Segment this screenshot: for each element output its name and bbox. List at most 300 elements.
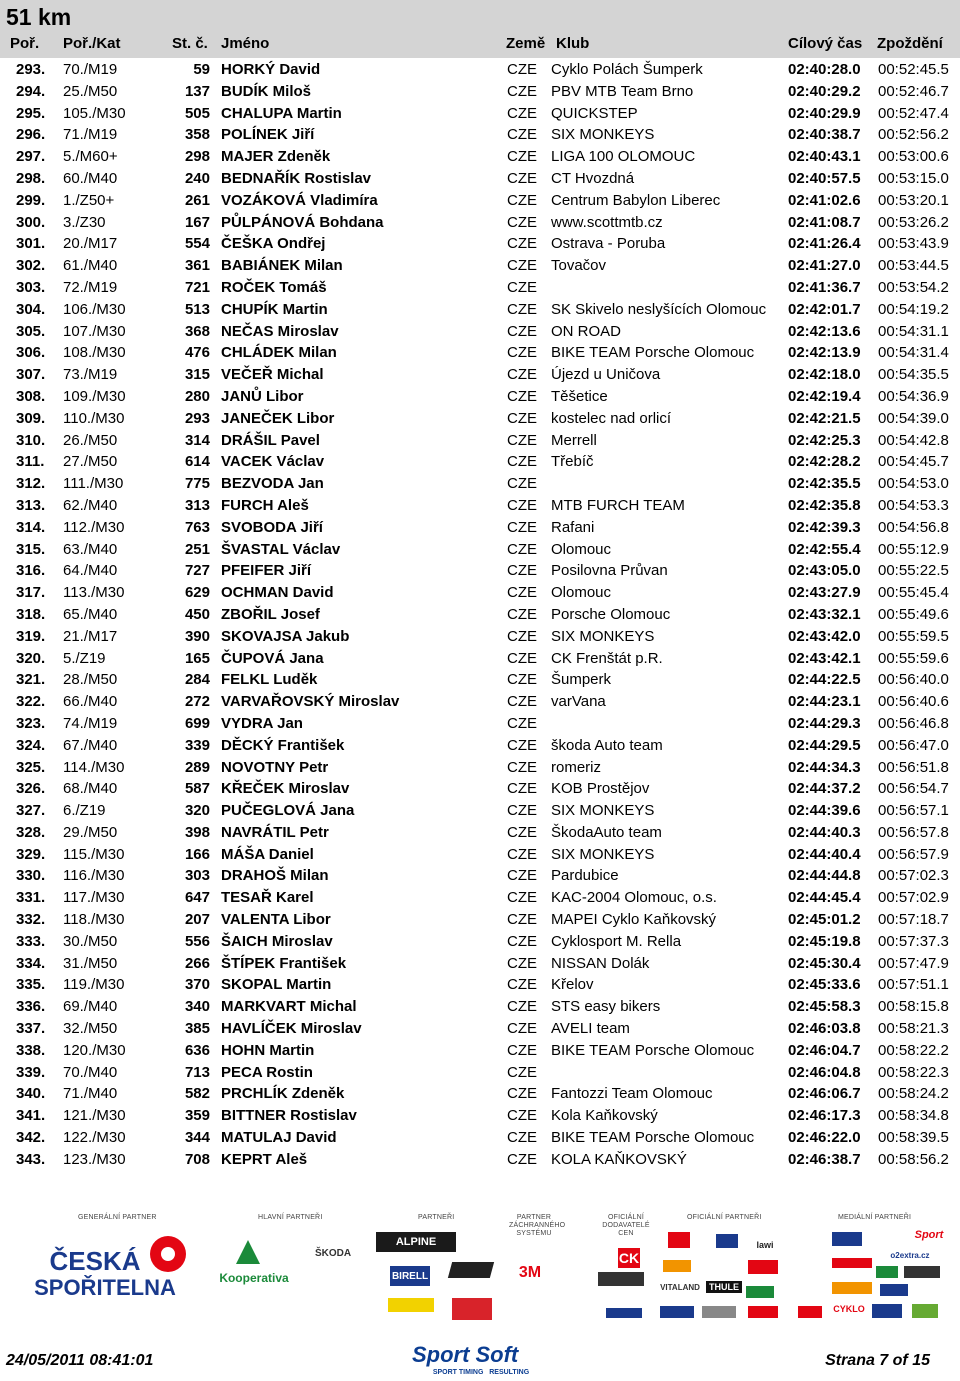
- cell-bib: 763: [184, 518, 210, 536]
- cell-name: ŠAICH Miroslav: [221, 932, 333, 950]
- cell-gap: 00:58:56.2: [878, 1150, 949, 1168]
- cell-finish-time: 02:42:35.5: [788, 475, 861, 493]
- logo-ck: CK: [618, 1250, 640, 1266]
- cell-country: CZE: [507, 496, 537, 514]
- cell-category: 116./M30: [63, 867, 125, 885]
- cell-finish-time: 02:45:01.2: [788, 911, 861, 929]
- cell-gap: 00:57:18.7: [878, 911, 949, 929]
- cell-club: Těšetice: [551, 387, 608, 405]
- cell-bib: 721: [184, 278, 210, 296]
- cell-gap: 00:58:22.2: [878, 1041, 949, 1059]
- cell-country: CZE: [507, 867, 537, 885]
- cell-bib: 699: [184, 714, 210, 732]
- table-row: [0, 669, 960, 691]
- cell-bib: 166: [184, 845, 210, 863]
- table-row: [0, 713, 960, 735]
- col-name-header: Jméno: [221, 35, 270, 52]
- cell-bib: 713: [184, 1063, 210, 1081]
- cell-rank: 324.: [16, 736, 46, 754]
- cell-category: 21./M17: [63, 627, 118, 645]
- cell-club: Fantozzi Team Olomouc: [551, 1085, 713, 1103]
- table-row: [0, 1062, 960, 1084]
- table-row: [0, 953, 960, 975]
- cell-name: NAVRÁTIL Petr: [221, 823, 329, 841]
- cell-club: Centrum Babylon Liberec: [551, 191, 721, 209]
- logo-cyklo: CYKLO: [833, 1304, 865, 1314]
- cell-country: CZE: [507, 148, 537, 166]
- page-title: 51 km: [6, 4, 72, 30]
- cell-finish-time: 02:45:33.6: [788, 976, 861, 994]
- cell-category: 106./M30: [63, 300, 126, 318]
- logo-partner-h: [748, 1306, 778, 1318]
- print-datetime: 24/05/2011 08:41:01: [6, 1352, 154, 1369]
- cell-bib: 298: [184, 148, 210, 166]
- cell-country: CZE: [507, 191, 537, 209]
- table-row: [0, 59, 960, 81]
- cell-rank: 296.: [16, 126, 46, 144]
- cell-name: JANŮ Libor: [221, 387, 304, 405]
- cell-gap: 00:54:56.8: [878, 518, 949, 536]
- ceska-sporitelna-emblem: [148, 1234, 188, 1274]
- cell-rank: 303.: [16, 278, 46, 296]
- table-row: [0, 386, 960, 408]
- cell-gap: 00:54:45.7: [878, 453, 949, 471]
- cell-name: SKOPAL Martin: [221, 976, 332, 994]
- cell-country: CZE: [507, 322, 537, 340]
- table-row: [0, 865, 960, 887]
- cell-gap: 00:53:43.9: [878, 235, 949, 253]
- table-row: [0, 473, 960, 495]
- cell-country: CZE: [507, 409, 537, 427]
- cell-country: CZE: [507, 671, 537, 689]
- cell-bib: 59: [193, 61, 210, 78]
- cell-finish-time: 02:44:23.1: [788, 693, 861, 711]
- cell-category: 65./M40: [63, 605, 118, 623]
- cell-name: PECA Rostin: [221, 1063, 313, 1081]
- cell-country: CZE: [507, 605, 537, 623]
- cell-finish-time: 02:46:22.0: [788, 1129, 861, 1147]
- col-gap-header: Zpoždění: [877, 35, 943, 52]
- cell-bib: 340: [184, 998, 210, 1016]
- cell-finish-time: 02:42:25.3: [788, 431, 861, 449]
- cell-gap: 00:56:51.8: [878, 758, 949, 776]
- cell-bib: 636: [184, 1041, 210, 1059]
- cell-bib: 303: [184, 867, 210, 885]
- table-row: [0, 212, 960, 234]
- logo-partner-a: [668, 1232, 690, 1248]
- cell-gap: 00:55:59.6: [878, 649, 949, 667]
- cell-finish-time: 02:42:01.7: [788, 300, 861, 318]
- cell-country: CZE: [507, 954, 537, 972]
- cell-finish-time: 02:44:44.8: [788, 867, 861, 885]
- cell-rank: 314.: [16, 518, 46, 536]
- table-row: [0, 1149, 960, 1171]
- cell-country: CZE: [507, 627, 537, 645]
- table-row: [0, 299, 960, 321]
- cell-club: SK Skivelo neslyšících Olomouc: [551, 300, 767, 318]
- cell-club: Cyklo Polách Šumperk: [551, 61, 703, 78]
- cell-bib: 587: [184, 780, 210, 798]
- cell-name: BEDNAŘÍK Rostislav: [221, 169, 372, 187]
- logo-ceska: ČESKÁ: [49, 1245, 141, 1276]
- cell-category: 71./M19: [63, 126, 118, 144]
- cell-rank: 341.: [16, 1107, 46, 1125]
- cell-gap: 00:58:34.8: [878, 1107, 949, 1125]
- cell-name: FELKL Luděk: [221, 671, 318, 689]
- cell-category: 5./Z19: [63, 649, 106, 667]
- cell-club: KOB Prostějov: [551, 780, 650, 798]
- cell-club: varVana: [551, 693, 606, 711]
- logo-media-e: [832, 1282, 872, 1294]
- table-row: [0, 1083, 960, 1105]
- cell-bib: 450: [184, 605, 210, 623]
- label-official-partners: OFICIÁLNÍ PARTNEŘI: [687, 1214, 762, 1221]
- cell-country: CZE: [507, 584, 537, 602]
- cell-finish-time: 02:44:29.3: [788, 714, 861, 732]
- cell-club: SIX MONKEYS: [551, 627, 655, 645]
- cell-rank: 319.: [16, 627, 46, 645]
- cell-category: 123./M30: [63, 1150, 126, 1168]
- cell-country: CZE: [507, 61, 537, 78]
- logo-vitaland: VITALAND: [660, 1282, 700, 1292]
- cell-rank: 312.: [16, 475, 46, 493]
- logo-thule: THULE: [706, 1281, 742, 1293]
- cell-category: 74./M19: [63, 714, 118, 732]
- cell-category: 105./M30: [63, 104, 126, 122]
- cell-finish-time: 02:40:38.7: [788, 126, 861, 144]
- cell-gap: 00:58:15.8: [878, 998, 949, 1016]
- cell-country: CZE: [507, 823, 537, 841]
- cell-gap: 00:55:45.4: [878, 584, 949, 602]
- cell-country: CZE: [507, 1063, 537, 1081]
- cell-country: CZE: [507, 758, 537, 776]
- cell-finish-time: 02:42:28.2: [788, 453, 861, 471]
- cell-rank: 306.: [16, 344, 46, 362]
- table-row: [0, 757, 960, 779]
- cell-category: 111./M30: [63, 475, 124, 493]
- cell-bib: 775: [184, 475, 210, 493]
- cell-category: 68./M40: [63, 780, 118, 798]
- logo-partner-b: [716, 1234, 738, 1248]
- cell-category: 25./M50: [63, 82, 118, 100]
- cell-club: MAPEI Cyklo Kaňkovský: [551, 911, 717, 929]
- cell-country: CZE: [507, 1107, 537, 1125]
- table-row: [0, 495, 960, 517]
- cell-club: NISSAN Dolák: [551, 954, 650, 972]
- cell-bib: 314: [184, 431, 210, 449]
- cell-country: CZE: [507, 540, 537, 558]
- cell-bib: 272: [184, 693, 210, 711]
- cell-name: ŠVASTAL Václav: [221, 540, 341, 558]
- cell-name: ŠTÍPEK František: [221, 954, 347, 972]
- cell-bib: 261: [184, 191, 210, 209]
- cell-rank: 327.: [16, 802, 46, 820]
- cell-country: CZE: [507, 213, 537, 231]
- cell-country: CZE: [507, 845, 537, 863]
- cell-bib: 614: [184, 453, 210, 471]
- cell-bib: 293: [184, 409, 210, 427]
- cell-finish-time: 02:45:58.3: [788, 998, 861, 1016]
- cell-club: romeriz: [551, 758, 602, 776]
- cell-category: 26./M50: [63, 431, 118, 449]
- cell-finish-time: 02:43:05.0: [788, 562, 861, 580]
- cell-name: ROČEK Tomáš: [221, 278, 327, 296]
- cell-name: VEČEŘ Michal: [221, 366, 324, 384]
- cell-gap: 00:54:42.8: [878, 431, 949, 449]
- cell-club: Posilovna Průvan: [551, 562, 668, 580]
- cell-club: Třebíč: [551, 453, 594, 471]
- cell-rank: 321.: [16, 671, 46, 689]
- cell-club: MTB FURCH TEAM: [551, 496, 685, 514]
- cell-finish-time: 02:43:42.0: [788, 627, 861, 645]
- cell-club: PBV MTB Team Brno: [551, 82, 694, 100]
- cell-gap: 00:55:22.5: [878, 562, 949, 580]
- logo-partner-f: [660, 1306, 694, 1318]
- cell-name: JANEČEK Libor: [221, 409, 335, 427]
- cell-gap: 00:55:59.5: [878, 627, 949, 645]
- cell-country: CZE: [507, 976, 537, 994]
- table-row: [0, 909, 960, 931]
- cell-name: DRÁŠIL Pavel: [221, 431, 320, 449]
- cell-country: CZE: [507, 257, 537, 275]
- table-row: [0, 931, 960, 953]
- label-main-partners: HLAVNÍ PARTNEŘI: [258, 1214, 323, 1221]
- cell-name: BEZVODA Jan: [221, 475, 324, 493]
- cell-bib: 513: [184, 300, 210, 318]
- cell-gap: 00:57:02.3: [878, 867, 949, 885]
- cell-gap: 00:54:53.3: [878, 496, 949, 514]
- cell-category: 122./M30: [63, 1129, 126, 1147]
- cell-rank: 310.: [16, 431, 46, 449]
- page-number: Strana 7 of 15: [825, 1352, 930, 1369]
- cell-name: VYDRA Jan: [221, 714, 303, 732]
- cell-finish-time: 02:44:34.3: [788, 758, 861, 776]
- cell-rank: 332.: [16, 911, 46, 929]
- logo-3m: 3M: [518, 1264, 542, 1281]
- cell-name: HOHN Martin: [221, 1041, 315, 1059]
- cell-name: SKOVAJSA Jakub: [221, 627, 350, 645]
- results-table: [0, 59, 960, 1171]
- cell-country: CZE: [507, 714, 537, 732]
- cell-bib: 629: [184, 584, 210, 602]
- cell-name: FURCH Aleš: [221, 496, 309, 514]
- cell-bib: 358: [184, 126, 210, 144]
- cell-rank: 328.: [16, 823, 46, 841]
- cell-bib: 137: [184, 82, 210, 100]
- logo-lawi: lawi: [756, 1240, 774, 1250]
- logo-media-c: [876, 1266, 898, 1278]
- cell-category: 121./M30: [63, 1107, 126, 1125]
- cell-name: ČUPOVÁ Jana: [221, 649, 324, 667]
- logo-supplier-2: [598, 1272, 644, 1286]
- col-time-header: Cílový čas: [788, 35, 863, 52]
- cell-rank: 343.: [16, 1150, 46, 1168]
- cell-category: 62./M40: [63, 496, 118, 514]
- cell-name: VARVAŘOVSKÝ Miroslav: [221, 693, 400, 711]
- cell-bib: 167: [184, 213, 210, 231]
- logo-media-g: [798, 1306, 822, 1318]
- table-row: [0, 321, 960, 343]
- cell-club: Rafani: [551, 518, 595, 536]
- cell-rank: 338.: [16, 1041, 46, 1059]
- cell-club: STS easy bikers: [551, 998, 661, 1016]
- cell-gap: 00:56:57.9: [878, 845, 949, 863]
- cell-name: KEPRT Aleš: [221, 1150, 308, 1168]
- cell-finish-time: 02:43:32.1: [788, 605, 861, 623]
- cell-name: CHUPÍK Martin: [221, 300, 328, 318]
- cell-finish-time: 02:44:37.2: [788, 780, 861, 798]
- cell-country: CZE: [507, 693, 537, 711]
- cell-country: CZE: [507, 104, 537, 122]
- cell-category: 119./M30: [63, 976, 125, 994]
- label-timing-partner: PARTNER ZÁCHRANNÉHO SYSTÉMU: [509, 1214, 566, 1237]
- cell-finish-time: 02:42:18.0: [788, 366, 861, 384]
- cell-finish-time: 02:41:27.0: [788, 257, 861, 275]
- cell-rank: 323.: [16, 714, 46, 732]
- cell-name: HORKÝ David: [221, 61, 321, 78]
- cell-category: 109./M30: [63, 387, 126, 405]
- cell-country: CZE: [507, 649, 537, 667]
- cell-bib: 368: [184, 322, 210, 340]
- cell-bib: 556: [184, 932, 210, 950]
- cell-bib: 582: [184, 1085, 210, 1103]
- table-row: [0, 1018, 960, 1040]
- cell-rank: 322.: [16, 693, 46, 711]
- cell-finish-time: 02:42:35.8: [788, 496, 861, 514]
- cell-country: CZE: [507, 911, 537, 929]
- cell-finish-time: 02:43:27.9: [788, 584, 861, 602]
- col-rank-header: Poř.: [10, 35, 40, 52]
- table-row: [0, 430, 960, 452]
- cell-rank: 294.: [16, 82, 46, 100]
- cell-rank: 311.: [16, 453, 45, 471]
- cell-gap: 00:53:44.5: [878, 257, 949, 275]
- logo-media-d: [904, 1266, 940, 1278]
- cell-country: CZE: [507, 1020, 537, 1038]
- cell-rank: 309.: [16, 409, 46, 427]
- cell-club: ON ROAD: [551, 322, 622, 340]
- table-row: [0, 1127, 960, 1149]
- cell-bib: 313: [184, 496, 210, 514]
- logo-kooperativa: Kooperativa: [219, 1271, 289, 1285]
- cell-category: 70./M19: [63, 61, 118, 78]
- cell-gap: 00:55:49.6: [878, 605, 949, 623]
- cell-name: MÁŠA Daniel: [221, 845, 314, 863]
- cell-category: 20./M17: [63, 235, 118, 253]
- table-row: [0, 451, 960, 473]
- cell-gap: 00:56:47.0: [878, 736, 949, 754]
- cell-category: 114./M30: [63, 758, 125, 776]
- cell-finish-time: 02:45:30.4: [788, 954, 861, 972]
- cell-gap: 00:54:19.2: [878, 300, 949, 318]
- cell-rank: 342.: [16, 1129, 46, 1147]
- sportsoft-logo: [412, 1343, 550, 1379]
- cell-name: PŮLPÁNOVÁ Bohdana: [221, 213, 384, 231]
- cell-finish-time: 02:44:40.4: [788, 845, 861, 863]
- cell-rank: 305.: [16, 322, 46, 340]
- cell-rank: 320.: [16, 649, 46, 667]
- cell-gap: 00:58:21.3: [878, 1020, 949, 1038]
- table-row: [0, 539, 960, 561]
- logo-sport-obchod: [452, 1298, 492, 1320]
- cell-name: ZBOŘIL Josef: [221, 605, 320, 623]
- cell-finish-time: 02:44:40.3: [788, 823, 861, 841]
- table-row: [0, 604, 960, 626]
- cell-gap: 00:57:37.3: [878, 932, 949, 950]
- cell-category: 5./M60+: [63, 148, 118, 166]
- cell-name: MATULAJ David: [221, 1129, 337, 1147]
- table-row: [0, 582, 960, 604]
- table-row: [0, 342, 960, 364]
- cell-category: 32./M50: [63, 1020, 118, 1038]
- cell-name: BABIÁNEK Milan: [221, 257, 343, 275]
- logo-media-i: [912, 1304, 938, 1318]
- col-club-header: Klub: [556, 35, 590, 52]
- cell-gap: 00:54:53.0: [878, 475, 949, 493]
- cell-club: KAC-2004 Olomouc, o.s.: [551, 889, 717, 907]
- cell-club: CT Hvozdná: [551, 169, 635, 187]
- cell-club: Pardubice: [551, 867, 619, 885]
- cell-rank: 331.: [16, 889, 46, 907]
- cell-bib: 284: [184, 671, 210, 689]
- sportsoft-brand-right: Soft: [475, 1342, 519, 1367]
- cell-club: SIX MONKEYS: [551, 845, 655, 863]
- cell-finish-time: 02:40:29.2: [788, 82, 861, 100]
- cell-category: 6./Z19: [63, 802, 106, 820]
- cell-club: Olomouc: [551, 584, 612, 602]
- cell-name: MAJER Zdeněk: [221, 148, 331, 166]
- cell-finish-time: 02:42:39.3: [788, 518, 861, 536]
- cell-bib: 207: [184, 911, 210, 929]
- cell-country: CZE: [507, 736, 537, 754]
- cell-rank: 333.: [16, 932, 46, 950]
- cell-bib: 251: [184, 540, 210, 558]
- cell-gap: 00:54:39.0: [878, 409, 949, 427]
- cell-rank: 304.: [16, 300, 46, 318]
- cell-name: OCHMAN David: [221, 584, 334, 602]
- cell-gap: 00:56:57.8: [878, 823, 949, 841]
- cell-country: CZE: [507, 780, 537, 798]
- cell-gap: 00:53:20.1: [878, 191, 949, 209]
- cell-category: 67./M40: [63, 736, 118, 754]
- cell-rank: 301.: [16, 235, 46, 253]
- cell-rank: 325.: [16, 758, 46, 776]
- table-row: [0, 190, 960, 212]
- sportsoft-brand-left: Sport: [412, 1342, 470, 1367]
- cell-bib: 320: [184, 802, 210, 820]
- cell-finish-time: 02:42:21.5: [788, 409, 861, 427]
- cell-club: Cyklosport M. Rella: [551, 932, 682, 950]
- cell-rank: 326.: [16, 780, 46, 798]
- table-row: [0, 408, 960, 430]
- table-row: [0, 996, 960, 1018]
- cell-finish-time: 02:40:28.0: [788, 61, 861, 78]
- cell-country: CZE: [507, 387, 537, 405]
- cell-country: CZE: [507, 1041, 537, 1059]
- cell-finish-time: 02:46:38.7: [788, 1150, 861, 1168]
- cell-finish-time: 02:41:02.6: [788, 191, 861, 209]
- cell-finish-time: 02:46:03.8: [788, 1020, 861, 1038]
- cell-country: CZE: [507, 278, 537, 296]
- cell-gap: 00:56:57.1: [878, 802, 949, 820]
- cell-category: 29./M50: [63, 823, 118, 841]
- cell-country: CZE: [507, 998, 537, 1016]
- cell-rank: 316.: [16, 562, 46, 580]
- cell-club: Porsche Olomouc: [551, 605, 671, 623]
- cell-name: POLÍNEK Jiří: [221, 126, 315, 144]
- cell-country: CZE: [507, 431, 537, 449]
- cell-gap: 00:57:47.9: [878, 954, 949, 972]
